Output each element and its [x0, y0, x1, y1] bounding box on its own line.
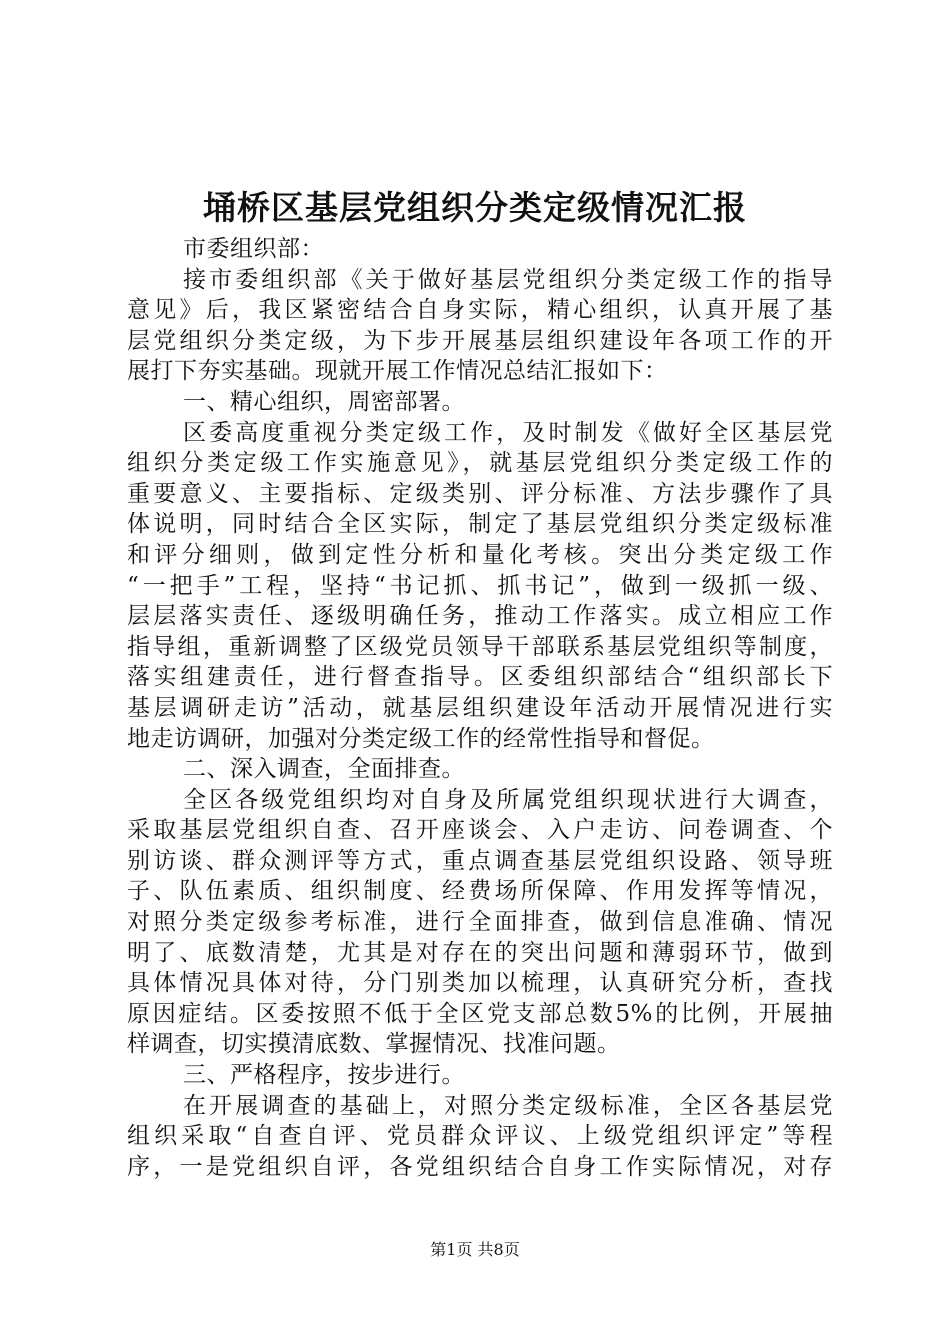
salutation-line: 市委组织部： [183, 236, 324, 262]
paragraph-line: 序，一是党组织自评，各党组织结合自身工作实际情况，对存 [127, 1153, 833, 1180]
paragraph-line: 展打下夯实基础。现就开展工作情况总结汇报如下： [127, 358, 668, 385]
paragraph-line: 指导组，重新调整了区级党员领导干部联系基层党组织等制度， [127, 633, 833, 660]
paragraph-line: 接市委组织部《关于做好基层党组织分类定级工作的指导 [183, 266, 833, 293]
paragraph-line: 别访谈、群众测评等方式，重点调查基层党组织设路、领导班 [127, 847, 833, 874]
paragraph-line: 明了、底数清楚，尤其是对存在的突出问题和薄弱环节，做到 [127, 939, 833, 966]
paragraph-line: 区委高度重视分类定级工作，及时制发《做好全区基层党 [183, 419, 833, 446]
paragraph-line: 样调查，切实摸清底数、掌握情况、找准问题。 [127, 1031, 621, 1058]
section-heading: 二、深入调查，全面排查。 [183, 756, 465, 783]
paragraph-line: 意见》后，我区紧密结合自身实际，精心组织，认真开展了基 [127, 297, 833, 324]
document-body [127, 234, 833, 1182]
paragraph-line: 采取基层党组织自查、召开座谈会、入户走访、问卷调查、个 [127, 817, 833, 844]
paragraph-line: 体说明，同时结合全区实际，制定了基层党组织分类定级标准 [127, 511, 833, 538]
paragraph-line: 组织采取“自查自评、党员群众评议、上级党组织评定”等程 [127, 1123, 833, 1150]
paragraph-line: 和评分细则，做到定性分析和量化考核。突出分类定级工作 [127, 541, 833, 568]
paragraph-line: 对照分类定级参考标准，进行全面排查，做到信息准确、情况 [127, 909, 833, 936]
paragraph-line: 子、队伍素质、组织制度、经费场所保障、作用发挥等情况， [127, 878, 833, 905]
paragraph-line: 原因症结。区委按照不低于全区党支部总数5%的比例，开展抽 [127, 1000, 833, 1027]
paragraph-line: 基层调研走访”活动，就基层组织建设年活动开展情况进行实 [127, 694, 833, 721]
document-title: 埇桥区基层党组织分类定级情况汇报 [203, 188, 747, 227]
paragraph-line: 重要意义、主要指标、定级类别、评分标准、方法步骤作了具 [127, 480, 833, 507]
paragraph-line: 在开展调查的基础上，对照分类定级标准，全区各基层党 [183, 1092, 833, 1119]
paragraph-line: 组织分类定级工作实施意见》，就基层党组织分类定级工作的 [127, 450, 833, 477]
paragraph-line: 具体情况具体对待，分门别类加以梳理，认真研究分析，查找 [127, 970, 833, 997]
paragraph-line: 地走访调研，加强对分类定级工作的经常性指导和督促。 [127, 725, 715, 752]
paragraph-line: 落实组建责任，进行督查指导。区委组织部结合“组织部长下 [127, 664, 833, 691]
paragraph-line: 全区各级党组织均对自身及所属党组织现状进行大调查， [183, 786, 833, 813]
paragraph-line: 层层落实责任、逐级明确任务，推动工作落实。成立相应工作 [127, 603, 833, 630]
section-heading: 一、精心组织，周密部署。 [183, 388, 465, 415]
paragraph-line: 层党组织分类定级，为下步开展基层组织建设年各项工作的开 [127, 327, 833, 354]
section-heading: 三、严格程序，按步进行。 [183, 1062, 465, 1089]
paragraph-line: “一把手”工程，坚持“书记抓、抓书记”，做到一级抓一级、 [127, 572, 833, 599]
page-number-footer: 第1页 共8页 [430, 1240, 520, 1259]
